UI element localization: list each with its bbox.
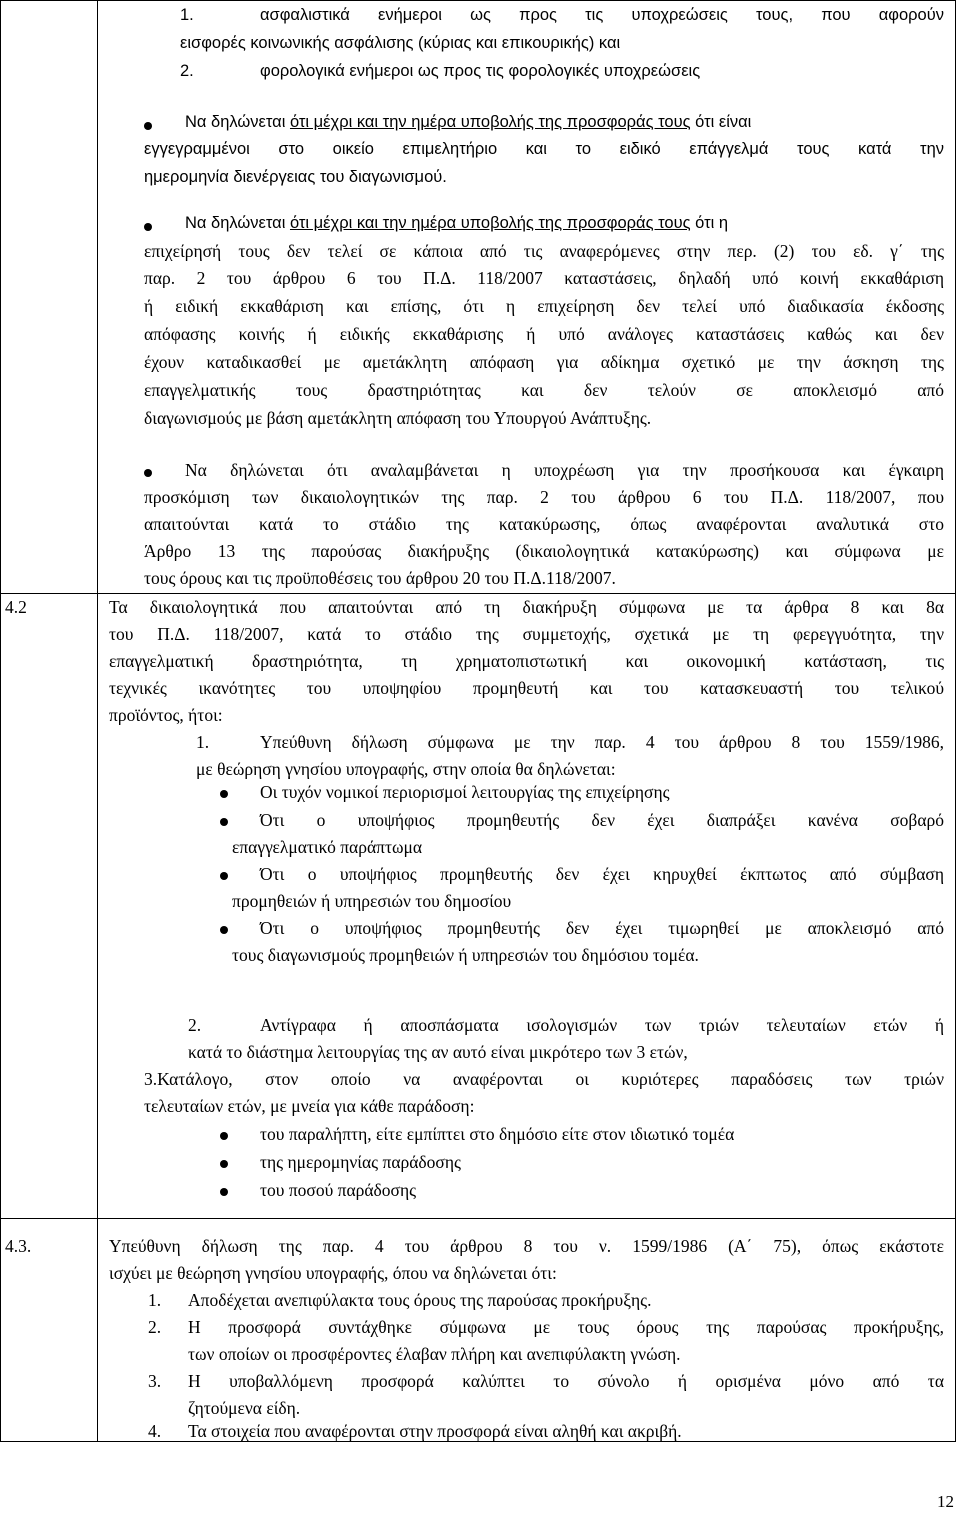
bullet-icon: [220, 1132, 228, 1140]
column-divider: [97, 0, 98, 1442]
numbered-item-1-number: 1.: [180, 6, 194, 24]
section-42-item1-number: 1.: [196, 732, 210, 752]
bullet-icon: [144, 469, 152, 477]
bullet-icon: [220, 1188, 228, 1196]
bullet-a2-line1: Να δηλώνεται ότι μέχρι και την ημέρα υποβολής της προσφοράς τους ότι η: [185, 214, 729, 232]
bullet-a2-line6: έχουν καταδικασθεί με αμετάκλητη απόφαση για αδίκημα σχετικό με την άσκηση της: [144, 352, 944, 372]
section-42-item2-line1: Αντίγραφα ή αποσπάσματα ισολογισμών των τριών τελευταίων ετών ή: [260, 1015, 944, 1035]
sub-bullet-4-line1: Ότι ο υποψήφιος προμηθευτής δεν έχει τιμωρηθεί με αποκλεισμό από: [260, 918, 944, 938]
section-43-item2-line2: των οποίων οι προσφέροντες έλαβαν πλήρη και ανεπιφύλακτη γνώση.: [188, 1344, 681, 1364]
sub-bullet-1-line1: Οι τυχόν νομικοί περιορισμοί λειτουργίας της επιχείρησης: [260, 782, 670, 802]
bullet-icon: [220, 872, 228, 880]
bullet-a3-line2: προσκόμιση των δικαιολογητικών της παρ. 2 του άρθρου 6 του Π.Δ. 118/2007, που: [144, 487, 944, 507]
section-42-line3: επαγγελματική δραστηριότητα, τη χρηματοπιστωτική και οικονομική κατάσταση, τις: [109, 651, 944, 671]
bullet-a1-line2: εγγεγραμμένοι στο οικείο επιμελητήριο και το ειδικό επάγγελμά τους κατά την: [144, 140, 944, 158]
row-divider-42: [0, 593, 956, 594]
section-43-item3-number: 3.: [148, 1371, 162, 1391]
bullet-a3-line1: Να δηλώνεται ότι αναλαμβάνεται η υποχρέωση για την προσήκουσα και έγκαιρη: [185, 460, 944, 480]
section-42-item1-line2: με θεώρηση γνησίου υπογραφής, στην οποία θα δηλώνεται:: [196, 759, 616, 779]
sub-bullet-4-line2: τους διαγωνισμούς προμηθειών ή υπηρεσιών του δημόσιου τομέα.: [232, 945, 699, 965]
section-42-line4: τεχνικές ικανότητες του υποψηφίου προμηθευτή και του κατασκευαστή του τελικού: [109, 678, 944, 698]
bullet-a2-line8: διαγωνισμούς με βάση αμετάκλητη απόφαση του Υπουργού Ανάπτυξης.: [144, 408, 652, 428]
bullet-icon: [220, 790, 228, 798]
section-43-item3-line2: ζητούμενα είδη.: [188, 1398, 301, 1418]
numbered-item-1-text: ασφαλιστικά ενήμεροι ως προς τις υποχρεώσεις τους, που αφορούν: [260, 6, 944, 24]
sub-bullet-3-line2: προμηθειών ή υπηρεσιών του δημοσίου: [232, 891, 512, 911]
section-42-line5: προϊόντος, ήτοι:: [109, 705, 223, 725]
bullet-a3-line3: απαιτούνται κατά το στάδιο της κατακύρωσης, όπως αναφέρονται αναλυτικά στο: [144, 514, 944, 534]
section-43-line1: Υπεύθυνη δήλωση της παρ. 4 του άρθρου 8 του ν. 1599/1986 (Α΄ 75), όπως εκάστοτε: [109, 1236, 944, 1256]
section-42-line1: Τα δικαιολογητικά που απαιτούνται από τη διακήρυξη σύμφωνα με τα άρθρα 8 και 8α: [109, 597, 944, 617]
section-43-item4-text: Τα στοιχεία που αναφέρονται στην προσφορά είναι αληθή και ακριβή.: [188, 1421, 682, 1441]
bullet-a2-line5: απόφασης κοινής ή ειδικής εκκαθάρισης ή υπό ανάλογες καταστάσεις καθώς και δεν: [144, 324, 944, 344]
bullet-a1-line3: ημερομηνία διενέργειας του διαγωνισμού.: [144, 168, 447, 186]
section-42-item1-line1: Υπεύθυνη δήλωση σύμφωνα με την παρ. 4 του άρθρου 8 του 1559/1986,: [260, 732, 944, 752]
numbered-item-2-number: 2.: [180, 62, 194, 80]
numbered-item-2-text: φορολογικά ενήμεροι ως προς τις φορολογικές υποχρεώσεις: [260, 62, 701, 80]
delivery-bullet-2: της ημερομηνίας παράδοσης: [260, 1152, 461, 1172]
section-42-item2-number: 2.: [188, 1015, 202, 1035]
bullet-icon: [220, 818, 228, 826]
bullet-icon: [220, 1160, 228, 1168]
bullet-icon: [144, 223, 152, 231]
sub-bullet-2-line2: επαγγελματικό παράπτωμα: [232, 837, 423, 857]
section-43-item4-number: 4.: [148, 1421, 162, 1441]
bullet-a2-line7: επαγγελματικής τους δραστηριότητας και δεν τελούν σε αποκλεισμό από: [144, 380, 944, 400]
bullet-a1-line1: Να δηλώνεται ότι μέχρι και την ημέρα υποβολής της προσφοράς τους ότι είναι: [185, 113, 752, 131]
section-42-line2: του Π.Δ. 118/2007, κατά το στάδιο της συμμετοχής, σχετικά με τη φερεγγυότητα, την: [109, 624, 944, 644]
section-43-item3-line1: Η υποβαλλόμενη προσφορά καλύπτει το σύνολο ή ορισμένα μόνο από τα: [188, 1371, 944, 1391]
bullet-icon: [144, 122, 152, 130]
page-number: 12: [937, 1492, 954, 1511]
section-43-item2-line1: Η προσφορά συντάχθηκε σύμφωνα με τους όρους της παρούσας προκήρυξης,: [188, 1317, 944, 1337]
row-divider-43: [0, 1218, 956, 1219]
numbered-item-1-text-cont: εισφορές κοινωνικής ασφάλισης (κύριας και επικουρικής) και: [180, 34, 621, 52]
bullet-a2-line4: ή ειδική εκκαθάριση και επίσης, ότι η επιχείρηση δεν τελεί υπό διαδικασία έκδοσης: [144, 296, 944, 316]
section-number-4-3: 4.3.: [5, 1236, 32, 1256]
section-43-item2-number: 2.: [148, 1317, 162, 1337]
bullet-icon: [220, 926, 228, 934]
section-43-item1-number: 1.: [148, 1290, 162, 1310]
bullet-a2-line3: παρ. 2 του άρθρου 6 του Π.Δ. 118/2007 καταστάσεις, δηλαδή υπό κοινή εκκαθάριση: [144, 268, 944, 288]
delivery-bullet-3: του ποσού παράδοσης: [260, 1180, 417, 1200]
section-43-item1-text: Αποδέχεται ανεπιφύλακτα τους όρους της παρούσας προκήρυξης.: [188, 1290, 652, 1310]
section-43-line2: ισχύει με θεώρηση γνησίου υπογραφής, όπου να δηλώνεται ότι:: [109, 1263, 557, 1283]
bullet-a3-line4: Άρθρο 13 της παρούσας διακήρυξης (δικαιολογητικά κατακύρωσης) και σύμφωνα με: [144, 541, 944, 561]
delivery-bullet-1: του παραλήπτη, είτε εμπίπτει στο δημόσιο είτε στον ιδιωτικό τομέα: [260, 1124, 735, 1144]
section-42-item3-line1: 3.Κατάλογο, στον οποίο να αναφέρονται οι κυριότερες παραδόσεις των τριών: [144, 1069, 944, 1089]
section-42-item2-line2: κατά το διάστημα λειτουργίας της αν αυτό είναι μικρότερο των 3 ετών,: [188, 1042, 688, 1062]
sub-bullet-2-line1: Ότι ο υποψήφιος προμηθευτής δεν έχει διαπράξει κανένα σοβαρό: [260, 810, 944, 830]
bullet-a3-line5: τους όρους και τις προϋποθέσεις του άρθρου 20 του Π.Δ.118/2007.: [144, 568, 616, 588]
sub-bullet-3-line1: Ότι ο υποψήφιος προμηθευτής δεν έχει κηρυχθεί έκπτωτος από σύμβαση: [260, 864, 944, 884]
bullet-a2-line2: επιχείρησή τους δεν τελεί σε κάποια από τις αναφερόμενες στην περ. (2) του εδ. γ΄ της: [144, 241, 944, 261]
section-number-4-2: 4.2: [5, 597, 27, 617]
section-42-item3-line2: τελευταίων ετών, με μνεία για κάθε παράδοση:: [144, 1096, 475, 1116]
